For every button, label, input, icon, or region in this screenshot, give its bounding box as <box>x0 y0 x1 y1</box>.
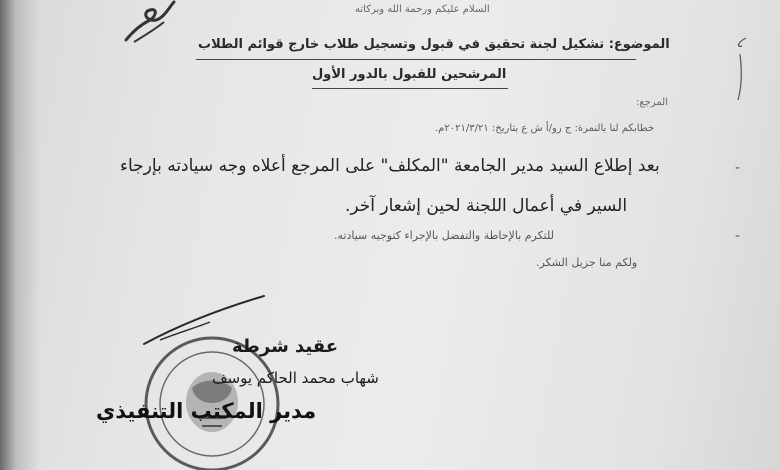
subject-line-2: المرشحين للقبول بالدور الأول <box>312 67 507 82</box>
closing-line-1: للتكرم بالإحاطة والتفضل بالإجراء كتوجيه سيادته. <box>334 229 554 242</box>
subject-underline-1 <box>196 59 636 60</box>
reference-label: المرجع: <box>636 97 668 108</box>
bullet-dash-1: - <box>735 160 741 176</box>
greeting-text: السلام عليكم ورحمة الله وبركاته <box>355 4 490 15</box>
page-edge-shadow <box>0 0 40 470</box>
bullet-dash-2: - <box>735 228 741 244</box>
letter-reference: خطابكم لنا بالنمرة: ج رو/أ ش ع بتاريخ: ٢٠٢١/٣/٢١م. <box>435 123 655 134</box>
signature-name: شهاب محمد الحاكم يوسف <box>212 369 379 387</box>
body-line-2: السير في أعمال اللجنة لحين إشعار آخر. <box>345 196 628 216</box>
handwritten-mark-icon <box>120 0 180 46</box>
subject-line-1: الموضوع: تشكيل لجنة تحقيق في قبول وتسجيل طلاب خارج قوائم الطلاب <box>198 37 670 52</box>
subject-underline-2 <box>312 88 508 89</box>
signature-title: مدير المكتب التنفيذي <box>96 399 317 423</box>
signature-rank: عقيد شرطة <box>232 336 339 357</box>
margin-annotation-icon <box>728 34 752 104</box>
body-line-1: بعد إطلاع السيد مدير الجامعة "المكلف" على المرجع أعلاه وجه سيادته بإرجاء <box>120 156 660 176</box>
closing-line-2: ولكم منا جزيل الشكر. <box>536 256 638 269</box>
